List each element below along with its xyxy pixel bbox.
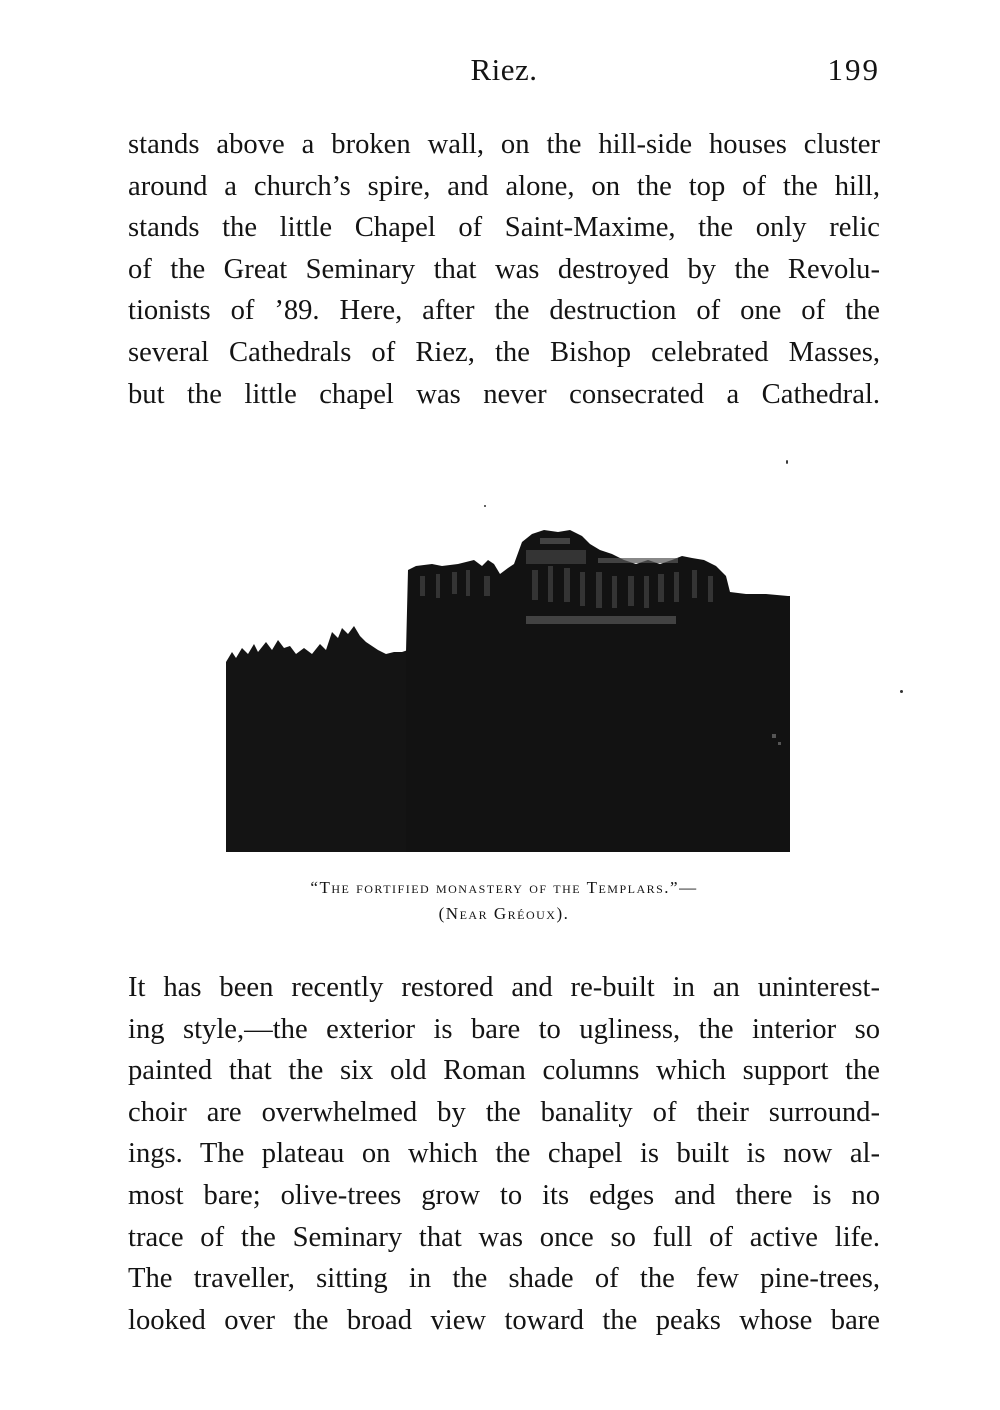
text-line: of the Great Seminary that was destroyed by the Revolu- [128, 253, 880, 285]
text-line: looked over the broad view toward the peaks whose bare [128, 1304, 880, 1336]
text-line: ing style,—the exterior is bare to ugliness, the interior so [128, 1013, 880, 1045]
print-speck [900, 690, 903, 693]
paragraph-1 [128, 124, 880, 415]
text-line: stands the little Chapel of Saint-Maxime, the only relic [128, 212, 880, 244]
print-speck [484, 505, 486, 507]
page-number: 199 [827, 52, 880, 87]
text-line: but the little chapel was never consecrated a Cathedral. [128, 378, 880, 410]
text-line: tionists of ’89. Here, after the destruction of one of the [128, 295, 880, 327]
text-line: The traveller, sitting in the shade of the few pine-trees, [128, 1263, 880, 1295]
text-line: stands above a broken wall, on the hill-side houses cluster [128, 129, 880, 160]
print-speck [786, 460, 788, 464]
text-line: several Cathedrals of Riez, the Bishop celebrated Masses, [128, 336, 880, 368]
text-line: It has been recently restored and re-built in an uninterest- [128, 972, 880, 1003]
running-head [128, 52, 880, 96]
running-head-title: Riez. [470, 52, 538, 87]
text-line: choir are overwhelmed by the banality of their surround- [128, 1096, 880, 1128]
text-line: ings. The plateau on which the chapel is built is now al- [128, 1138, 880, 1170]
text-line: around a church’s spire, and alone, on the top of the hill, [128, 170, 880, 202]
paragraph-2 [128, 967, 880, 1341]
text-line: painted that the six old Roman columns which support the [128, 1055, 880, 1087]
figure-caption-line-2: (Near Gréoux). [438, 904, 570, 923]
figure-caption-line-1: “The fortified monastery of the Templars.”— [310, 878, 698, 897]
monastery-photograph [226, 520, 790, 852]
text-line: most bare; olive-trees grow to its edges and there is no [128, 1179, 880, 1211]
text-line: trace of the Seminary that was once so full of active life. [128, 1221, 880, 1253]
